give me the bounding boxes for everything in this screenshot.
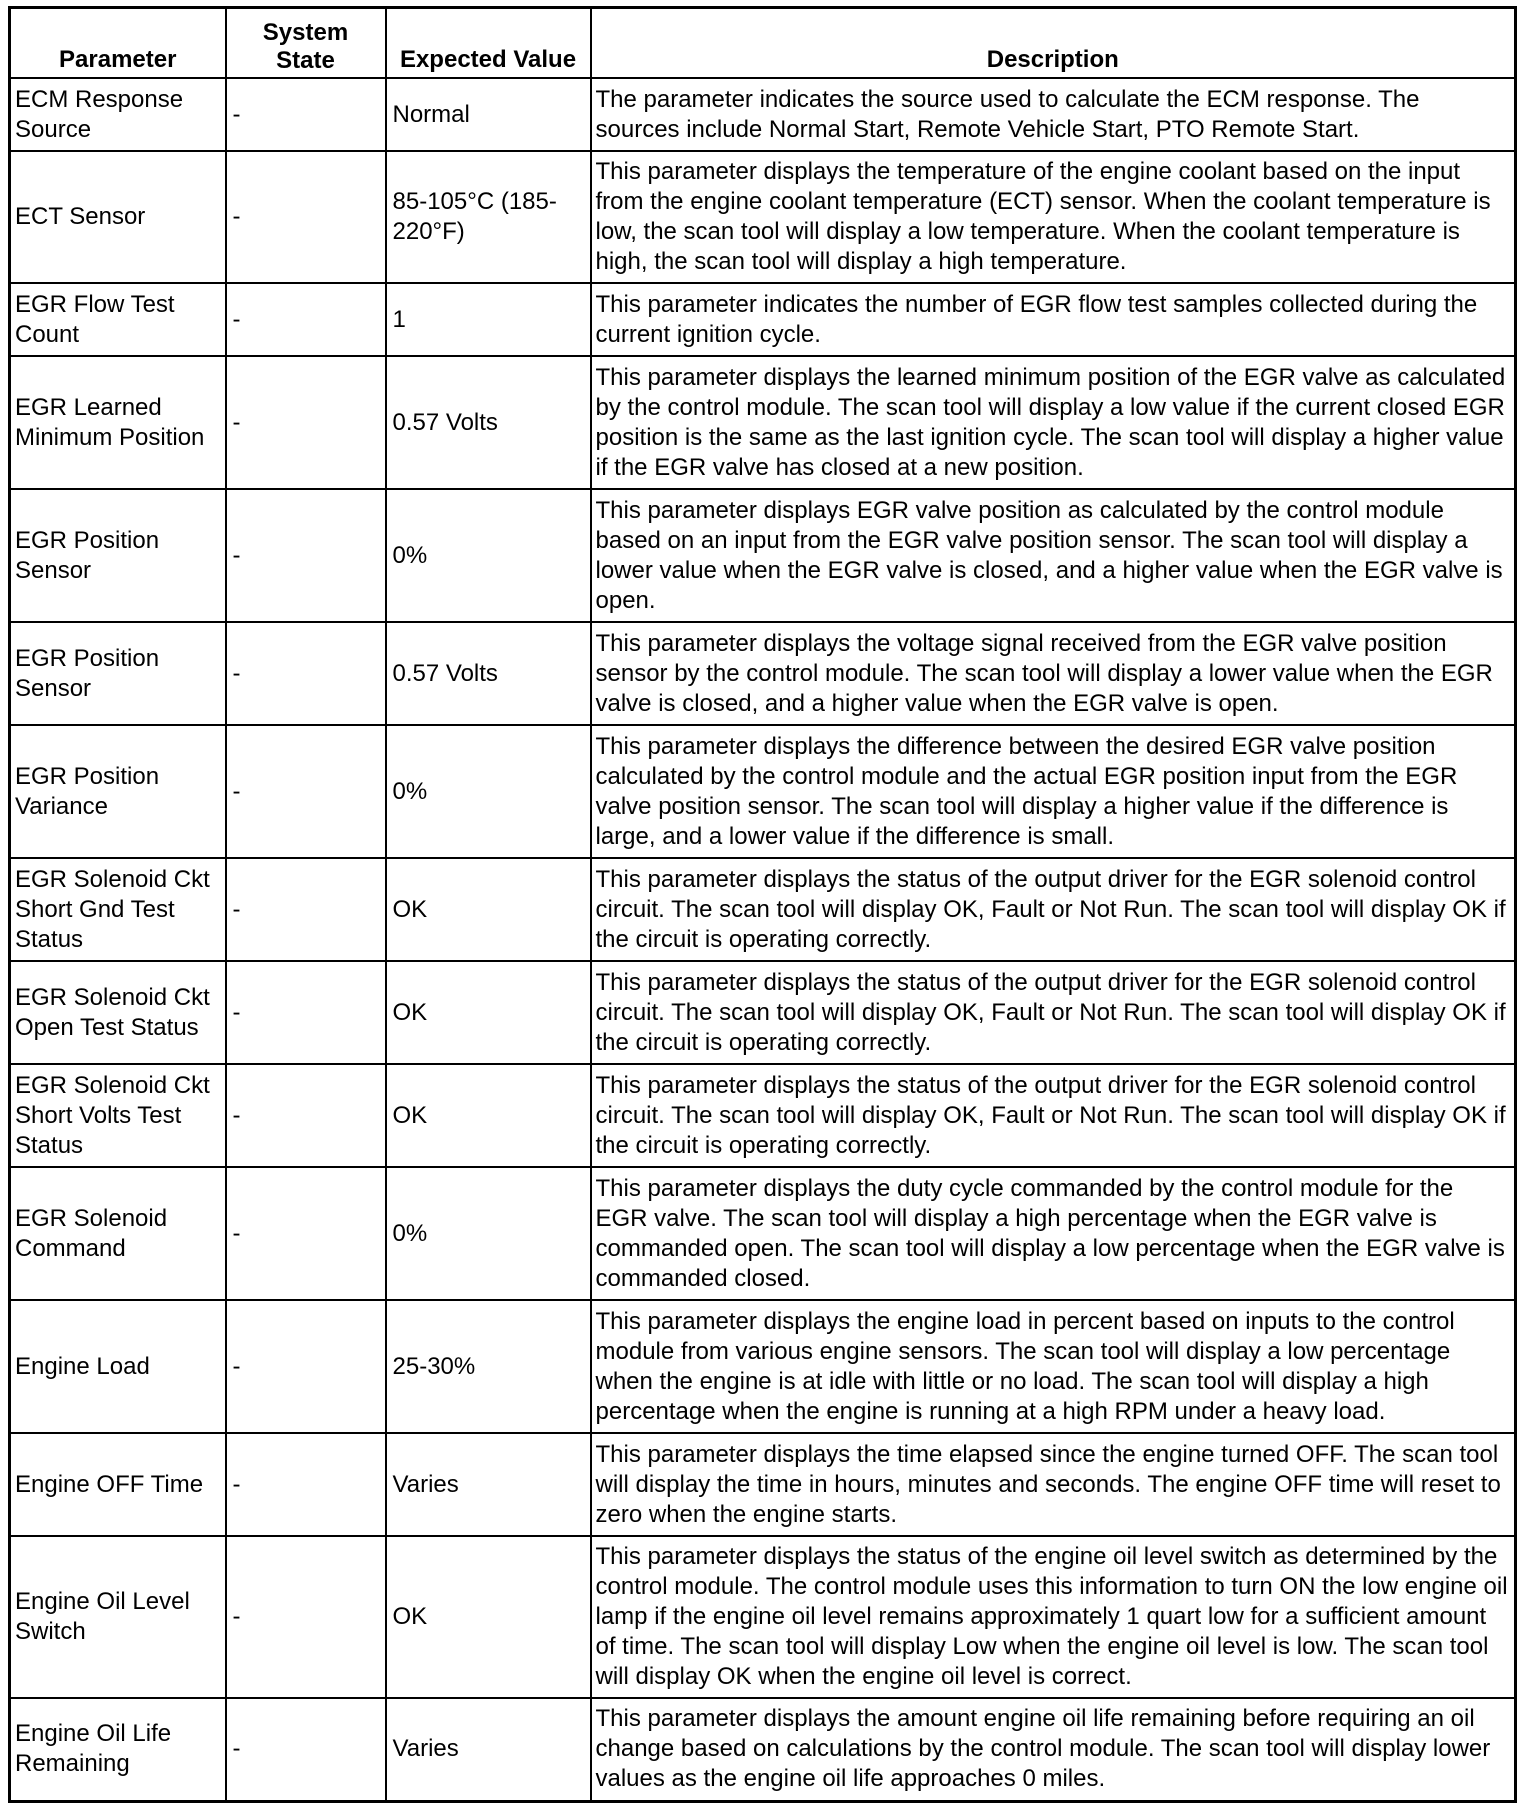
cell-expected-value: 0% <box>386 489 591 622</box>
cell-system-state: - <box>226 1698 386 1801</box>
cell-expected-value: Varies <box>386 1698 591 1801</box>
table-row <box>10 1433 1516 1536</box>
table-row <box>10 1167 1516 1300</box>
cell-expected-value: 25-30% <box>386 1300 591 1433</box>
cell-system-state: - <box>226 283 386 356</box>
cell-system-state: - <box>226 356 386 489</box>
cell-description: This parameter displays the status of the output driver for the EGR solenoid control circuit. The scan tool will display OK, Fault or Not Run. The scan tool will display OK if the circuit is operating correctly. <box>591 1064 1516 1167</box>
table-row <box>10 961 1516 1064</box>
table-row <box>10 858 1516 961</box>
table-header <box>10 8 1516 79</box>
table-row <box>10 725 1516 858</box>
cell-expected-value: 85-105°C (185-220°F) <box>386 151 591 283</box>
cell-expected-value: OK <box>386 1536 591 1698</box>
cell-system-state: - <box>226 961 386 1064</box>
parameter-table-container <box>8 6 1514 1803</box>
table-row <box>10 78 1516 151</box>
table-row <box>10 283 1516 356</box>
cell-parameter: EGR Solenoid Ckt Open Test Status <box>10 961 226 1064</box>
cell-system-state: - <box>226 1064 386 1167</box>
cell-parameter: EGR Learned Minimum Position <box>10 356 226 489</box>
cell-description: This parameter displays the status of the output driver for the EGR solenoid control circuit. The scan tool will display OK, Fault or Not Run. The scan tool will display OK if the circuit is operating correctly. <box>591 858 1516 961</box>
cell-description: The parameter indicates the source used to calculate the ECM response. The sources include Normal Start, Remote Vehicle Start, PTO Remote Start. <box>591 78 1516 151</box>
cell-parameter: Engine Load <box>10 1300 226 1433</box>
table-row <box>10 151 1516 283</box>
table-row <box>10 1698 1516 1801</box>
cell-expected-value: Normal <box>386 78 591 151</box>
cell-system-state: - <box>226 1300 386 1433</box>
cell-system-state: - <box>226 622 386 725</box>
cell-system-state: - <box>226 1167 386 1300</box>
cell-description: This parameter displays the temperature of the engine coolant based on the input from the engine coolant temperature (ECT) sensor. When the coolant temperature is low, the scan tool will display a low temperature. When the coolant temperature is high, the scan tool will display a high temperature. <box>591 151 1516 283</box>
parameter-table <box>8 6 1517 1803</box>
cell-description: This parameter displays the status of the engine oil level switch as determined by the control module. The control module uses this information to turn ON the low engine oil lamp if the engine oil level remains approximately 1 quart low for a sufficient amount of time. The scan tool will display Low when the engine oil level is low. The scan tool will display OK when the engine oil level is correct. <box>591 1536 1516 1698</box>
table-row <box>10 1064 1516 1167</box>
cell-parameter: Engine Oil Level Switch <box>10 1536 226 1698</box>
cell-description: This parameter displays the duty cycle commanded by the control module for the EGR valve. The scan tool will display a high percentage when the EGR valve is commanded open. The scan tool will display a low percentage when the EGR valve is commanded closed. <box>591 1167 1516 1300</box>
cell-expected-value: OK <box>386 858 591 961</box>
cell-description: This parameter displays the difference between the desired EGR valve position calculated by the control module and the actual EGR position input from the EGR valve position sensor. The scan tool will display a higher value if the difference is large, and a lower value if the difference is small. <box>591 725 1516 858</box>
cell-expected-value: 0.57 Volts <box>386 356 591 489</box>
cell-parameter: Engine Oil Life Remaining <box>10 1698 226 1801</box>
cell-expected-value: Varies <box>386 1433 591 1536</box>
cell-description: This parameter displays the time elapsed since the engine turned OFF. The scan tool will display the time in hours, minutes and seconds. The engine OFF time will reset to zero when the engine starts. <box>591 1433 1516 1536</box>
cell-parameter: EGR Flow Test Count <box>10 283 226 356</box>
cell-parameter: EGR Solenoid Command <box>10 1167 226 1300</box>
cell-system-state: - <box>226 725 386 858</box>
table-row <box>10 489 1516 622</box>
cell-description: This parameter displays EGR valve position as calculated by the control module based on an input from the EGR valve position sensor. The scan tool will display a lower value when the EGR valve is closed, and a higher value when the EGR valve is open. <box>591 489 1516 622</box>
table-row <box>10 1300 1516 1433</box>
cell-parameter: EGR Position Sensor <box>10 489 226 622</box>
cell-system-state: - <box>226 1536 386 1698</box>
cell-system-state: - <box>226 151 386 283</box>
cell-parameter: EGR Position Variance <box>10 725 226 858</box>
cell-parameter: ECT Sensor <box>10 151 226 283</box>
table-row <box>10 622 1516 725</box>
cell-expected-value: OK <box>386 1064 591 1167</box>
cell-parameter: EGR Solenoid Ckt Short Gnd Test Status <box>10 858 226 961</box>
cell-description: This parameter displays the voltage signal received from the EGR valve position sensor by the control module. The scan tool will display a lower value when the EGR valve is closed, and a higher value when the EGR valve is open. <box>591 622 1516 725</box>
header-expected-value: Expected Value <box>386 8 591 79</box>
cell-description: This parameter displays the engine load in percent based on inputs to the control module from various engine sensors. The scan tool will display a low percentage when the engine is at idle with little or no load. The scan tool will display a high percentage when the engine is running at a high RPM under a heavy load. <box>591 1300 1516 1433</box>
cell-system-state: - <box>226 78 386 151</box>
header-system-state: System State <box>226 8 386 79</box>
cell-system-state: - <box>226 858 386 961</box>
cell-expected-value: 0.57 Volts <box>386 622 591 725</box>
cell-parameter: EGR Position Sensor <box>10 622 226 725</box>
cell-parameter: ECM Response Source <box>10 78 226 151</box>
cell-description: This parameter displays the status of the output driver for the EGR solenoid control circuit. The scan tool will display OK, Fault or Not Run. The scan tool will display OK if the circuit is operating correctly. <box>591 961 1516 1064</box>
cell-parameter: EGR Solenoid Ckt Short Volts Test Status <box>10 1064 226 1167</box>
table-row <box>10 356 1516 489</box>
cell-system-state: - <box>226 489 386 622</box>
cell-expected-value: 0% <box>386 725 591 858</box>
header-row <box>10 8 1516 79</box>
cell-system-state: - <box>226 1433 386 1536</box>
cell-expected-value: 0% <box>386 1167 591 1300</box>
cell-description: This parameter displays the amount engine oil life remaining before requiring an oil change based on calculations by the control module. The scan tool will display lower values as the engine oil life approaches 0 miles. <box>591 1698 1516 1801</box>
cell-expected-value: OK <box>386 961 591 1064</box>
table-body <box>10 78 1516 1801</box>
header-parameter: Parameter <box>10 8 226 79</box>
cell-expected-value: 1 <box>386 283 591 356</box>
table-row <box>10 1536 1516 1698</box>
cell-description: This parameter indicates the number of EGR flow test samples collected during the current ignition cycle. <box>591 283 1516 356</box>
cell-description: This parameter displays the learned minimum position of the EGR valve as calculated by the control module. The scan tool will display a low value if the current closed EGR position is the same as the last ignition cycle. The scan tool will display a higher value if the EGR valve has closed at a new position. <box>591 356 1516 489</box>
header-description: Description <box>591 8 1516 79</box>
cell-parameter: Engine OFF Time <box>10 1433 226 1536</box>
